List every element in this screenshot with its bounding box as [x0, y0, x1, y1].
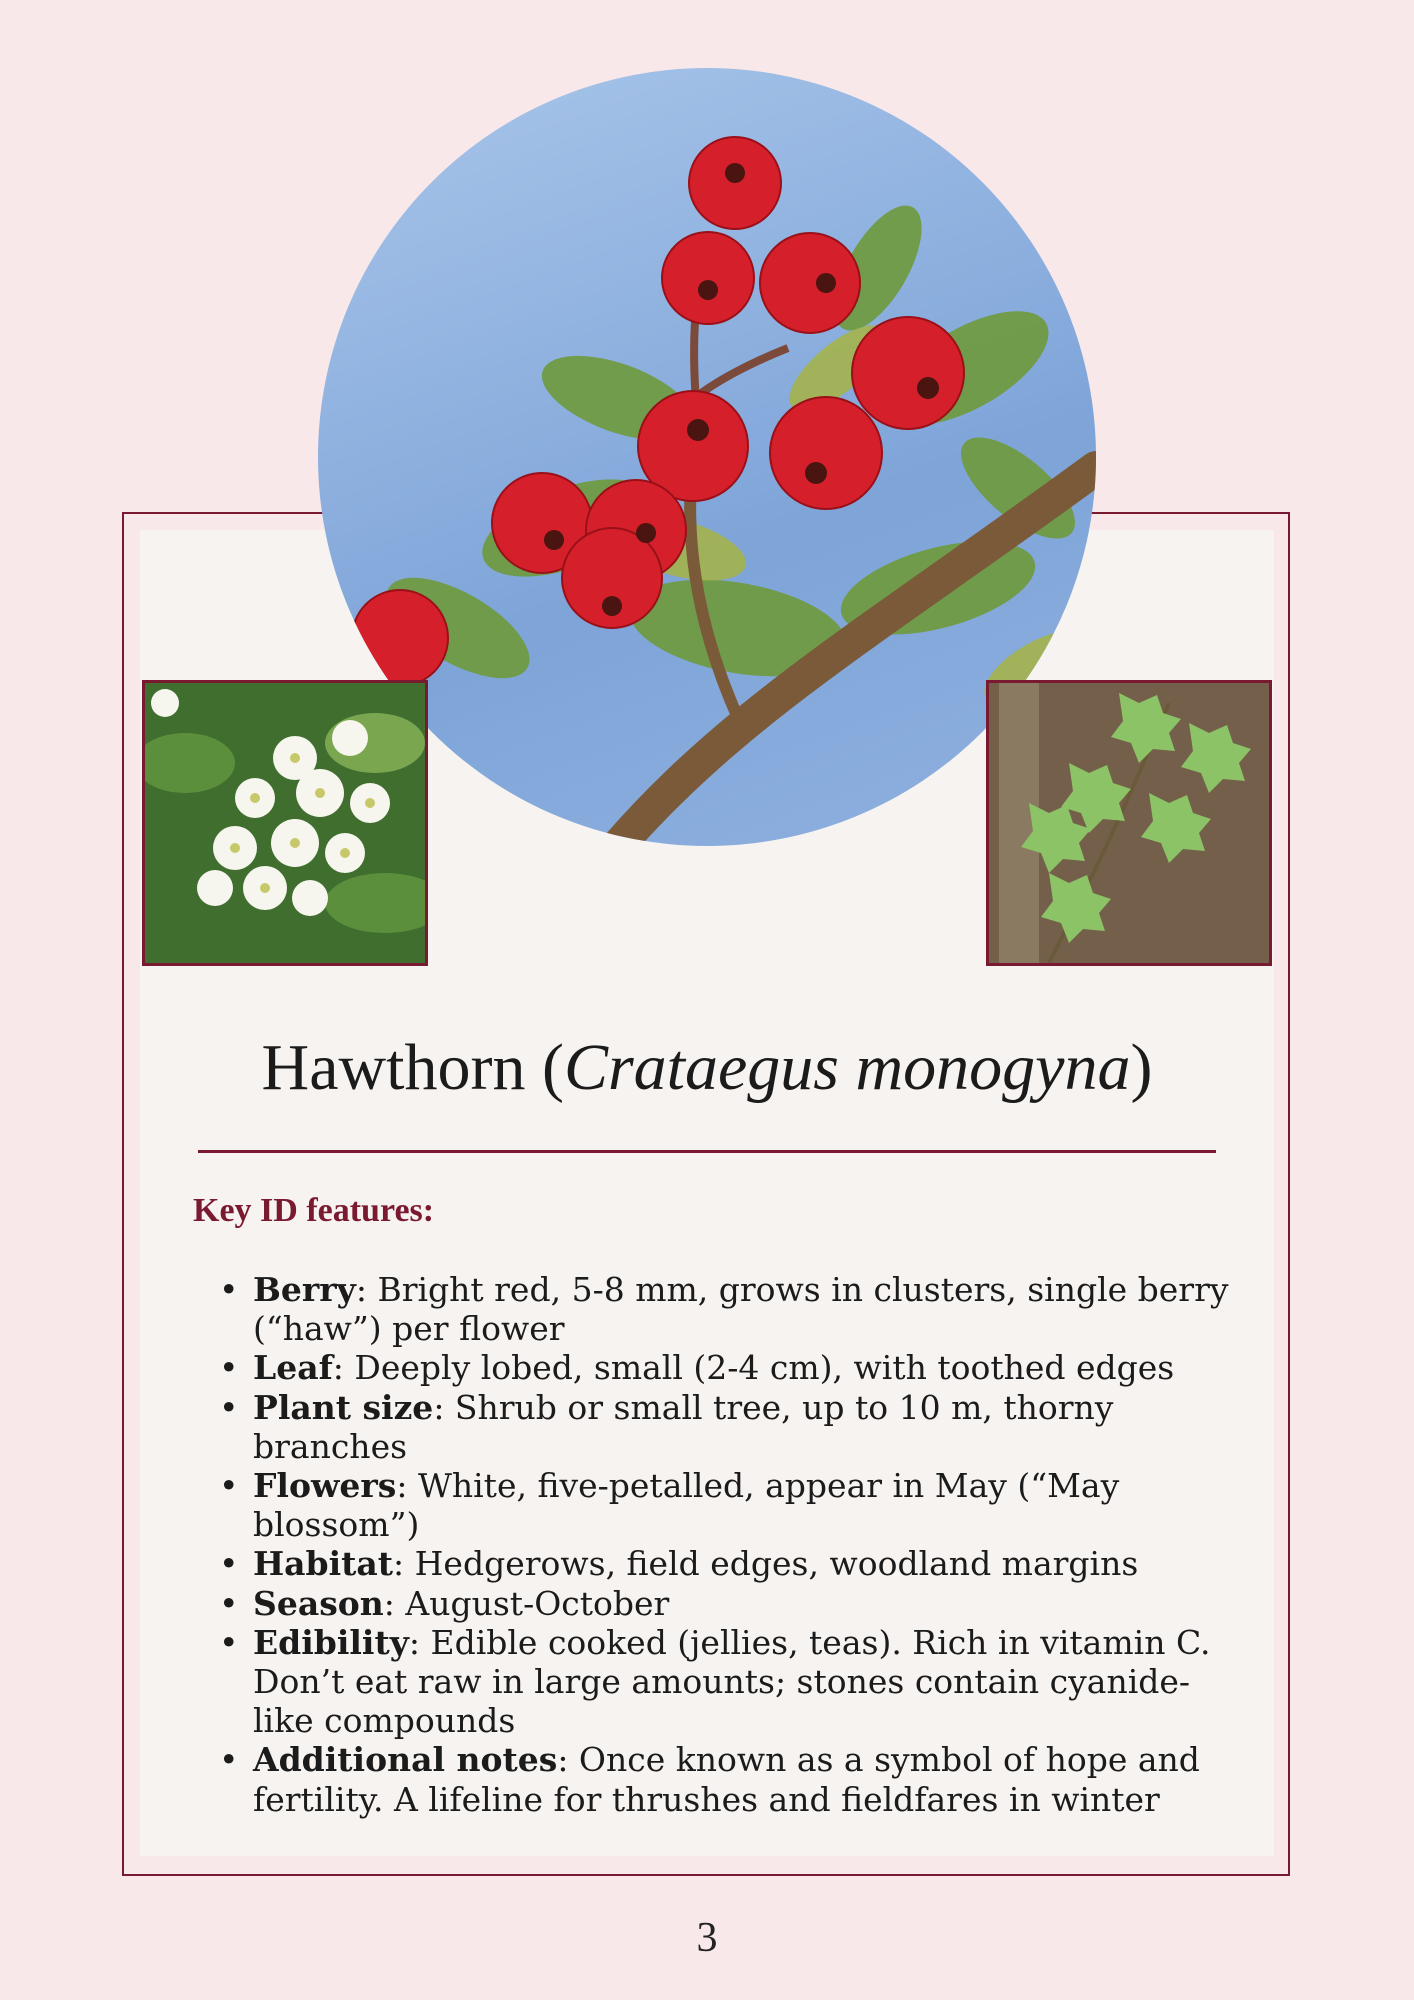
hawthorn-berries-image [318, 68, 1096, 846]
feature-label: Habitat [253, 1544, 394, 1584]
feature-label: Additional notes [253, 1740, 558, 1780]
title-paren-open: ( [525, 1031, 564, 1104]
feature-item-berry [253, 1270, 1243, 1348]
feature-text: : Once known as a symbol of hope and fertility. A lifeline for thrushes and fieldfares in winter [253, 1740, 1200, 1819]
feature-item-season [253, 1584, 1243, 1623]
feature-text: : Shrub or small tree, up to 10 m, thorny branches [253, 1387, 1114, 1466]
feature-item-additional-notes [253, 1740, 1243, 1818]
feature-label: Plant size [253, 1387, 434, 1427]
feature-text: : Bright red, 5-8 mm, grows in clusters, single berry (“haw”) per flower [253, 1270, 1229, 1349]
feature-item-leaf [253, 1348, 1243, 1387]
feature-text: : August-October [383, 1583, 670, 1623]
features-list [253, 1270, 1243, 1819]
features-heading: Key ID features: [193, 1192, 435, 1229]
feature-label: Berry [253, 1270, 356, 1309]
feature-item-edibility [253, 1623, 1243, 1741]
title-latin-name: Crataegus monogyna [563, 1031, 1131, 1104]
feature-item-habitat [253, 1544, 1243, 1583]
feature-text: : Deeply lobed, small (2-4 cm), with toothed edges [332, 1348, 1175, 1388]
feature-text: : Hedgerows, field edges, woodland margins [393, 1544, 1139, 1584]
hawthorn-leaf-image [986, 680, 1272, 966]
title-common-name: Hawthorn [261, 1031, 526, 1104]
hawthorn-blossom-image [142, 680, 428, 966]
feature-label: Season [253, 1583, 384, 1623]
feature-text: : Edible cooked (jellies, teas). Rich in vitamin C. Don’t eat raw in large amounts; stones contain cyanide-like compounds [253, 1622, 1211, 1741]
feature-item-plant-size [253, 1388, 1243, 1466]
feature-item-flowers [253, 1466, 1243, 1544]
feature-label: Edibility [253, 1622, 409, 1662]
page-number: 3 [696, 1915, 718, 1961]
title-paren-close: ) [1130, 1031, 1153, 1104]
feature-label: Flowers [253, 1466, 397, 1506]
feature-label: Leaf [253, 1348, 333, 1388]
title-divider [198, 1150, 1216, 1153]
feature-text: : White, five-petalled, appear in May (“May blossom”) [253, 1466, 1120, 1545]
page-title [140, 1030, 1274, 1106]
